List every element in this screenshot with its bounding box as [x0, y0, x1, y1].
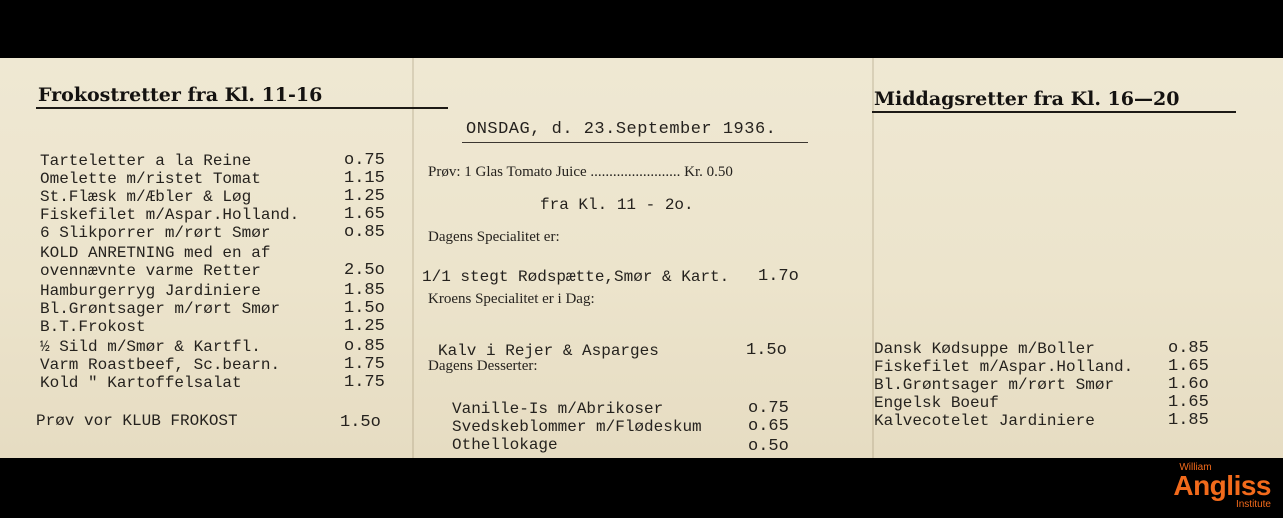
lunch-item-name: KOLD ANRETNING med en af: [40, 244, 271, 262]
angliss-logo: [1173, 462, 1271, 510]
dinner-item-name: Engelsk Boeuf: [874, 394, 999, 412]
date-line: ONSDAG, d. 23.September 1936.: [466, 120, 777, 139]
day-special-heading: Dagens Specialitet er:: [428, 229, 560, 245]
lunch-item-name: Varm Roastbeef, Sc.bearn.: [40, 356, 281, 374]
lunch-item-name: ovennævnte varme Retter: [40, 262, 261, 280]
dinner-item-price: 1.65: [1168, 357, 1209, 376]
lunch-item-price: o.85: [344, 223, 385, 242]
lunch-item-name: 6 Slikporrer m/rørt Smør: [40, 224, 271, 242]
dessert-price: o.65: [748, 417, 789, 436]
desserts-heading: Dagens Desserter:: [428, 358, 538, 374]
lunch-item-price: 1.65: [344, 205, 385, 224]
day-special-price: 1.7o: [758, 267, 799, 286]
fold-crease: [412, 58, 414, 458]
lunch-item-price: 1.5o: [344, 299, 385, 318]
lunch-heading-rule: [36, 107, 448, 109]
lunch-item-name: St.Flæsk m/Æbler & Løg: [40, 188, 252, 206]
club-lunch-price: 1.5o: [340, 413, 381, 432]
dinner-heading-rule: [872, 111, 1236, 113]
lunch-item-name: Fiskefilet m/Aspar.Holland.: [40, 206, 300, 224]
dessert-price: o.75: [748, 399, 789, 418]
dinner-item-price: o.85: [1168, 339, 1209, 358]
lunch-item-name: Hamburgerryg Jardiniere: [40, 282, 261, 300]
lunch-item-price: 1.85: [344, 281, 385, 300]
lunch-item-name: Tarteletter a la Reine: [40, 152, 252, 170]
lunch-item-name: Bl.Grøntsager m/rørt Smør: [40, 300, 281, 318]
kro-special-item: Kalv i Rejer & Asparges: [438, 342, 659, 360]
day-special-item: 1/1 stegt Rødspætte,Smør & Kart.: [422, 268, 730, 286]
dessert-price: o.5o: [748, 437, 789, 456]
dinner-item-price: 1.65: [1168, 393, 1209, 412]
logo-bottom-text: Institute: [1235, 499, 1271, 510]
lunch-item-price: 2.5o: [344, 261, 385, 280]
lunch-heading: Frokostretter fra Kl. 11-16: [38, 84, 323, 106]
dinner-heading: Middagsretter fra Kl. 16—20: [874, 88, 1180, 110]
dinner-item-name: Kalvecotelet Jardiniere: [874, 412, 1095, 430]
logo-main-text: Angliss: [1173, 470, 1271, 501]
logo-top-text: William: [1179, 462, 1212, 473]
lunch-item-name: ½ Sild m/Smør & Kartfl.: [40, 338, 261, 356]
kro-special-price: 1.5o: [746, 341, 787, 360]
dinner-item-name: Fiskefilet m/Aspar.Holland.: [874, 358, 1134, 376]
lunch-item-name: Omelette m/ristet Tomat: [40, 170, 261, 188]
dessert-name: Othellokage: [452, 436, 558, 454]
dessert-name: Svedskeblommer m/Flødeskum: [452, 418, 702, 436]
lunch-item-price: 1.75: [344, 373, 385, 392]
tomato-juice-hours: fra Kl. 11 - 2o.: [540, 196, 694, 214]
kro-special-heading: Kroens Specialitet er i Dag:: [428, 291, 595, 307]
lunch-item-price: 1.15: [344, 169, 385, 188]
dinner-item-name: Bl.Grøntsager m/rørt Smør: [874, 376, 1115, 394]
lunch-item-price: o.75: [344, 151, 385, 170]
lunch-item-price: 1.25: [344, 187, 385, 206]
tomato-juice-offer: Prøv: 1 Glas Tomato Juice ........................ Kr. 0.50: [428, 164, 733, 180]
dessert-name: Vanille-Is m/Abrikoser: [452, 400, 664, 418]
menu-sheet: [0, 58, 1283, 458]
dinner-item-price: 1.85: [1168, 411, 1209, 430]
lunch-item-price: o.85: [344, 337, 385, 356]
date-line-rule: [462, 142, 808, 143]
club-lunch-name: Prøv vor KLUB FROKOST: [36, 412, 238, 430]
lunch-item-name: Kold " Kartoffelsalat: [40, 374, 242, 392]
lunch-item-price: 1.25: [344, 317, 385, 336]
lunch-item-name: B.T.Frokost: [40, 318, 146, 336]
lunch-item-price: 1.75: [344, 355, 385, 374]
dinner-item-price: 1.6o: [1168, 375, 1209, 394]
dinner-item-name: Dansk Kødsuppe m/Boller: [874, 340, 1095, 358]
